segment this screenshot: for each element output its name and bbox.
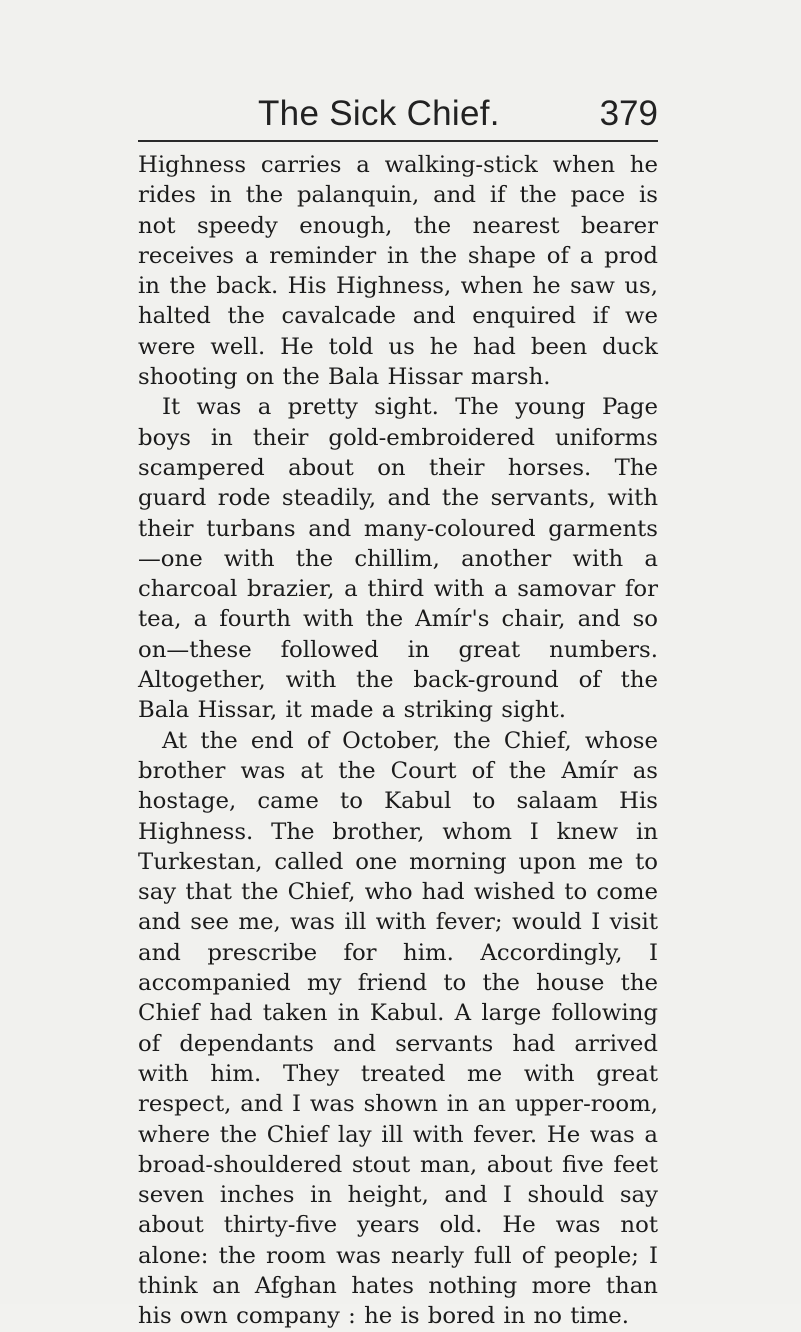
page-header — [138, 94, 658, 144]
paragraph-2: It was a pretty sight. The young Page boys in their gold-embroidered uniforms scampered about on their horses. The guard rode steadily, and the servants, with their turbans and many-coloured garments—one with the chillim, another with a charcoal brazier, a third with a samovar for tea, a fourth with the Amír's chair, and so on—these followed in great numbers. Altogether, with the back-ground of the Bala Hissar, it made a striking sight. — [138, 394, 658, 724]
page-number: 379 — [599, 94, 658, 133]
header-rule — [138, 140, 658, 142]
running-title: The Sick Chief. — [258, 94, 500, 133]
paragraph-3: At the end of October, the Chief, whose brother was at the Court of the Amír as hostage, came to Kabul to salaam His Highness. The brother, whom I knew in Turkestan, called one morning upon me to say that the Chief, who had wished to come and see me, was ill with fever; would I visit and prescribe for him. Accordingly, I accompanied my friend to the house the Chief had taken in Kabul. A large following of dependants and servants had arrived with him. They treated me with great respect, and I was shown in an upper-room, where the Chief lay ill with fever. He was a broad-shouldered stout man, about five feet seven inches in height, and I should say about thirty-five years old. He was not alone: the room was nearly full of people; I think an Afghan hates nothing more than his own company : he is bored in no time. — [138, 727, 658, 1330]
body-text — [138, 150, 658, 1332]
paragraph-1: Highness carries a walking-stick when he rides in the palanquin, and if the pace is not speedy enough, the nearest bearer receives a reminder in the shape of a prod in the back. His Highness, when he saw us, halted the cavalcade and enquired if we were well. He told us he had been duck shooting on the Bala Hissar marsh. — [138, 152, 658, 391]
